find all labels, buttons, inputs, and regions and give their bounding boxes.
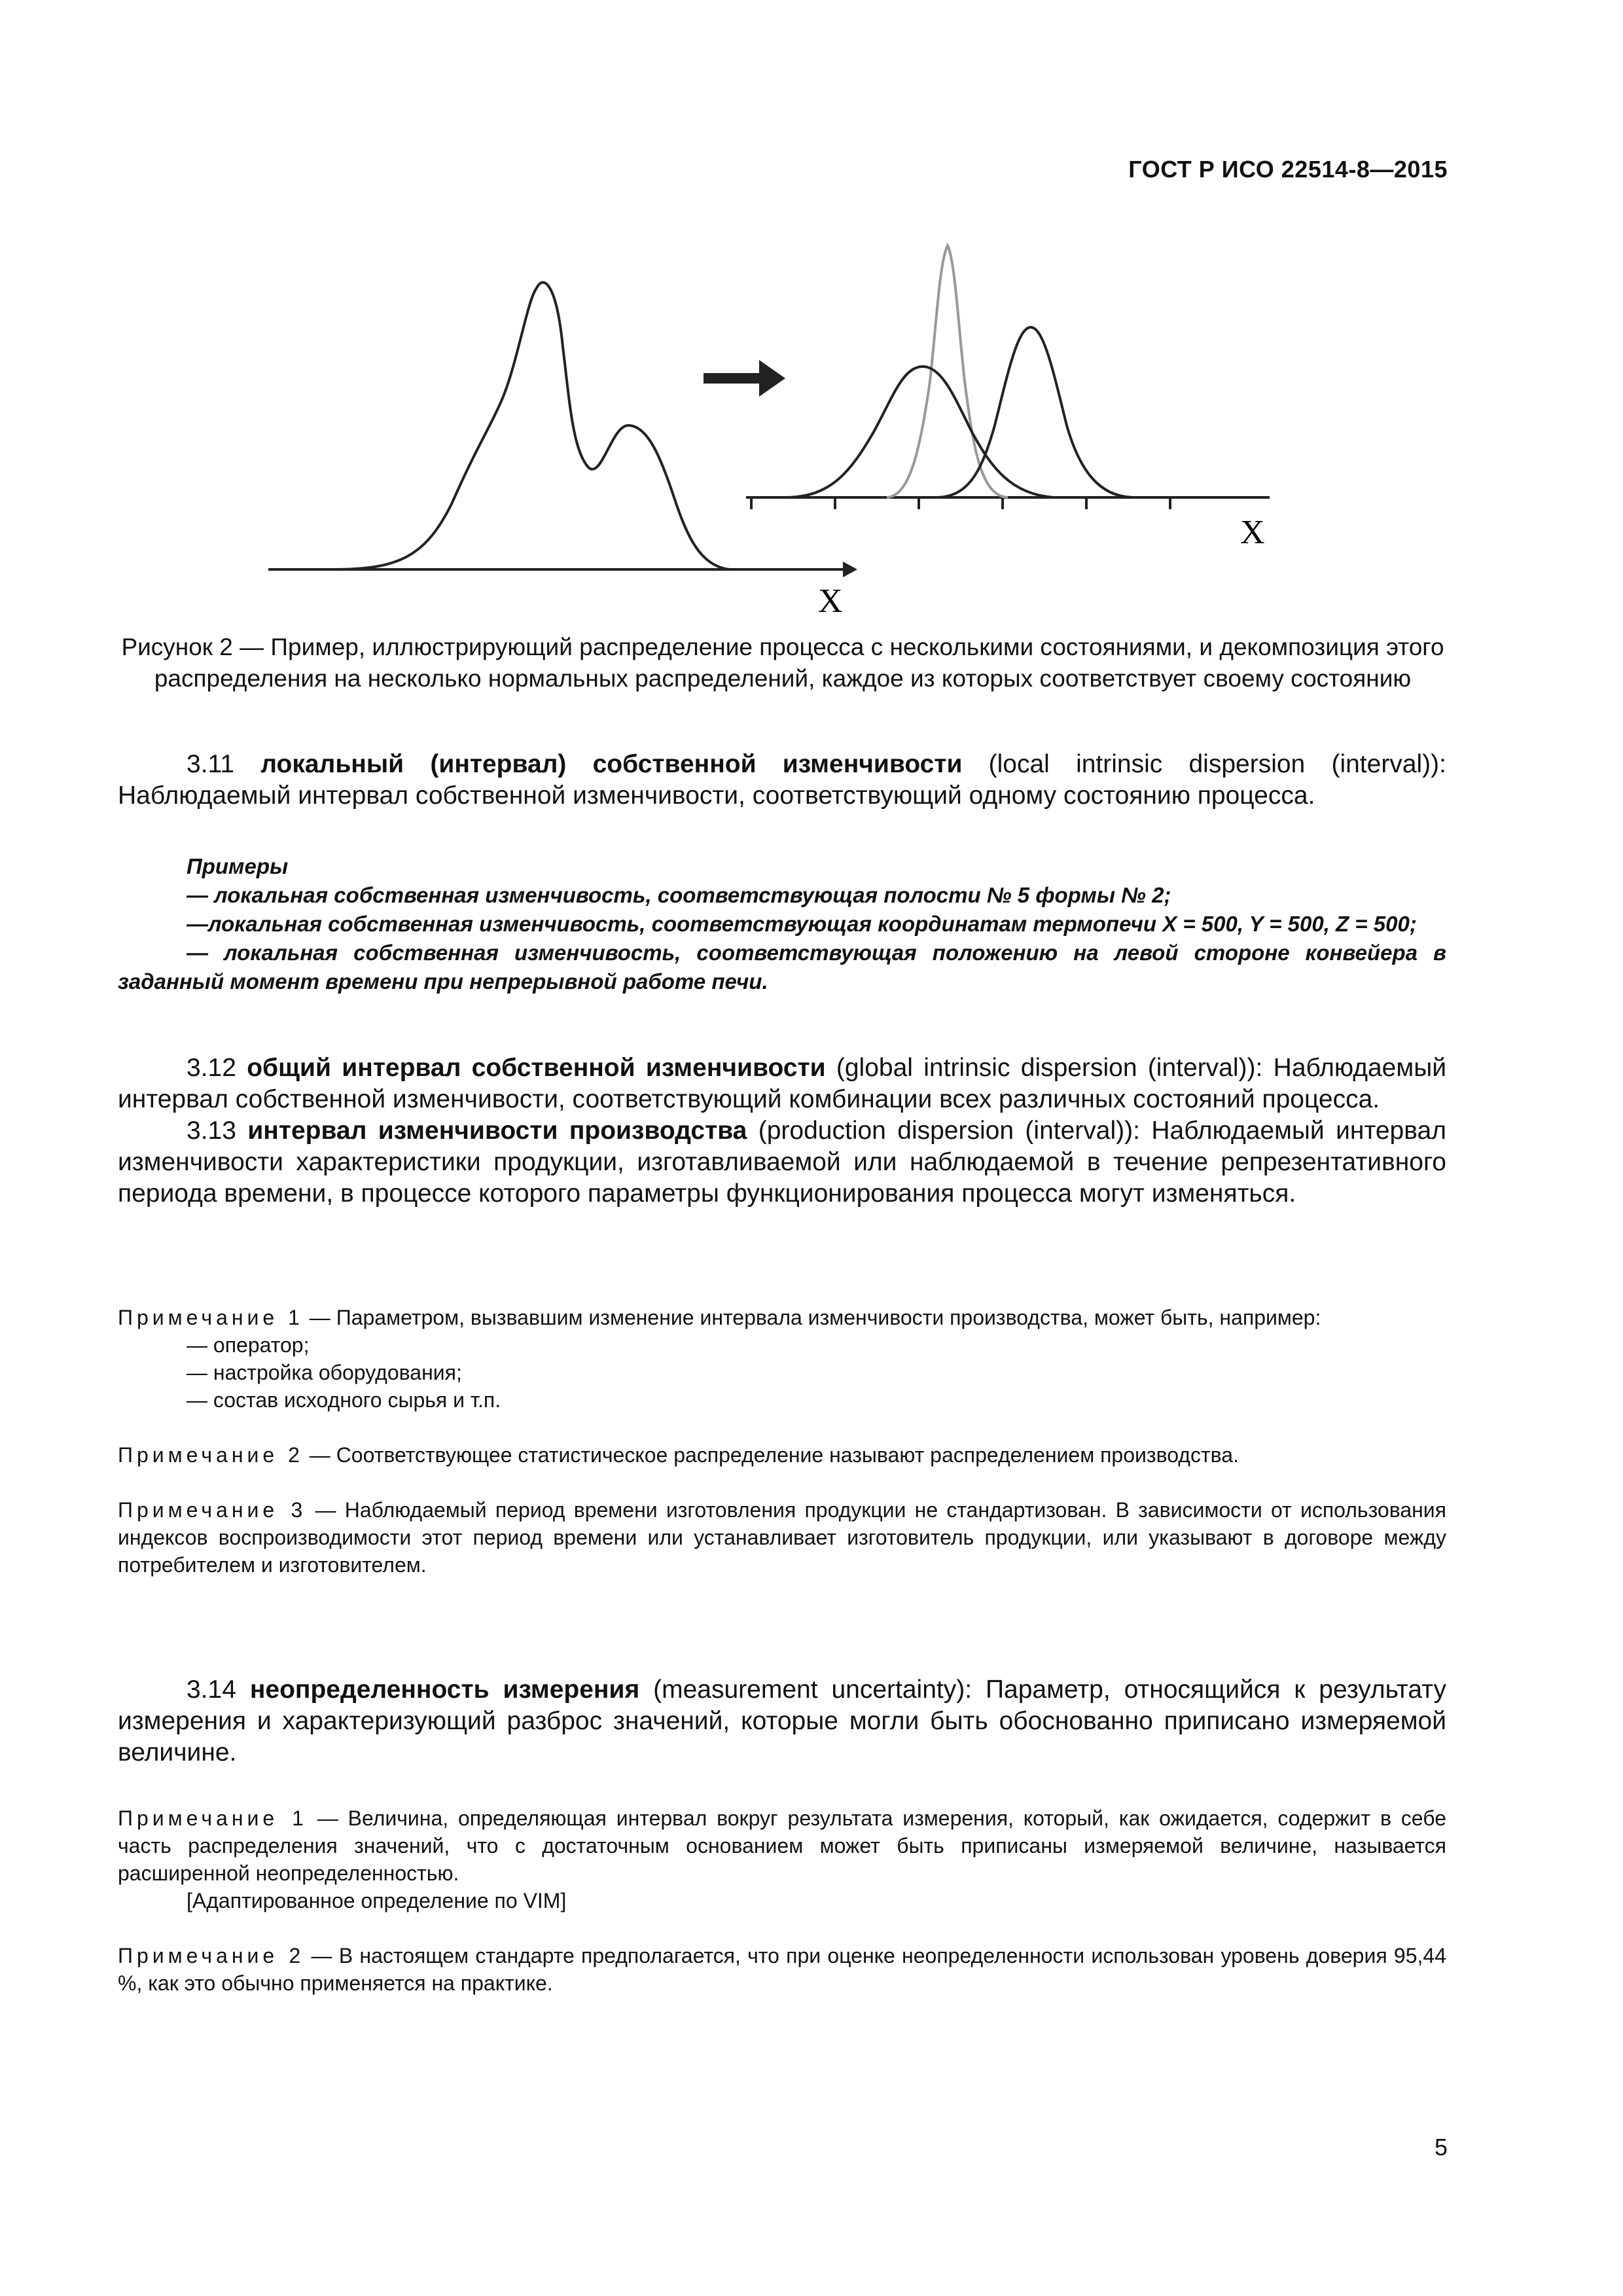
note-label: Примечание 2: [118, 1944, 305, 1967]
left-axis-arrowhead: [843, 562, 857, 577]
definition: (local intrinsic dispersion (interval)): Наблюдаемый интервал собственной изменчивости, соответствующий одному состоянию процесса.: [118, 750, 1446, 810]
term: неопределенность измерения: [249, 1676, 640, 1704]
left-axis-label: X: [818, 583, 843, 620]
example-item: —локальная собственная изменчивость, соответствующая координатам термопечи X = 500, Y = 500, Z = 500;: [187, 912, 1417, 936]
definition: (measurement uncertainty): Параметр, относящийся к результату измерения и характеризующий разброс значений, которые могли быть обоснованно приписано измеряемой величине.: [118, 1676, 1446, 1767]
normal-curve-2: [936, 327, 1132, 497]
standard-header: ГОСТ Р ИСО 22514-8—2015: [1128, 156, 1448, 183]
note-label: Примечание 2: [118, 1443, 304, 1467]
example-item: — локальная собственная изменчивость, соответствующая полости № 5 формы № 2;: [187, 883, 1171, 907]
right-axis-ticks: [751, 497, 1170, 509]
section-3-14: [118, 1674, 1446, 1768]
note-1: Примечание 1 — Величина, определяющая интервал вокруг результата измерения, который, как ожидается, содержит в себе часть распределения значений, что с достаточным основанием может быть приписаны измеряемой величине, называется расширенной неопределенностью.: [118, 1806, 1447, 1885]
note-3: Примечание 3 — Наблюдаемый период времени изготовления продукции не стандартизован. В зависимости от использования индексов воспроизводимости этот период времени или устанавливает изготовитель продукции, или указывают в договоре между потребителем и изготовителем.: [118, 1498, 1447, 1577]
examples-block: [118, 852, 1446, 996]
section-number: 3.14: [187, 1676, 236, 1704]
section-3-11: [118, 749, 1446, 812]
note-reference: [Адаптированное определение по VIM]: [187, 1889, 567, 1912]
section-number: 3.13: [187, 1117, 236, 1145]
note-label: Примечание 3: [118, 1498, 307, 1522]
normal-curve-1: [785, 367, 1054, 497]
right-axis-label: X: [1240, 514, 1265, 551]
note-list-item: — состав исходного сырья и т.п.: [187, 1388, 501, 1412]
note-1: Примечание 1 — Параметром, вызвавшим изменение интервала изменчивости производства, может быть, например:: [118, 1306, 1321, 1329]
distribution-figure: [249, 236, 1296, 628]
term: локальный (интервал) собственной изменчивости: [260, 750, 963, 778]
examples-title: Примеры: [187, 854, 289, 878]
section-3-13: [118, 1115, 1446, 1210]
note-2: Примечание 2 — В настоящем стандарте предполагается, что при оценке неопределенности использован уровень доверия 95,44 %, как это обычно применяется на практике.: [118, 1944, 1446, 1995]
section-number: 3.12: [187, 1054, 236, 1082]
page-number: 5: [1434, 2134, 1448, 2161]
figure-caption: Рисунок 2 — Пример, иллюстрирующий распределение процесса с несколькими состояниями, и декомпозиция этого распределения на несколько нормальных распределений, каждое из которых соответствует своему состоянию: [121, 634, 1444, 692]
note-label: Примечание 1: [118, 1806, 308, 1830]
multimodal-distribution-curve: [334, 283, 772, 569]
section-3-12: [118, 1052, 1446, 1210]
transform-arrow-icon: [704, 360, 785, 397]
notes-3-14: [118, 1804, 1446, 1997]
note-list-item: — оператор;: [187, 1333, 310, 1357]
term: интервал изменчивости производства: [247, 1117, 747, 1145]
example-item: — локальная собственная изменчивость, соответствующая положению на левой стороне конвейера в заданный момент времени при непрерывной работе печи.: [118, 941, 1446, 994]
notes-3-13: [118, 1304, 1446, 1579]
note-label: Примечание 1: [118, 1306, 304, 1329]
note-2: Примечание 2 — Соответствующее статистическое распределение называют распределением производства.: [118, 1443, 1239, 1467]
term: общий интервал собственной изменчивости: [247, 1054, 826, 1082]
definition: (global intrinsic dispersion (interval)): Наблюдаемый интервал собственной изменчивости, соответствующий комбинации всех различных состояний процесса.: [118, 1054, 1447, 1113]
definition: (production dispersion (interval)): Наблюдаемый интервал изменчивости характеристики продукции, изготавливаемой или наблюдаемой в течение репрезентативного периода времени, в процессе которого параметры функционирования процесса могут изменяться.: [118, 1117, 1446, 1208]
note-list-item: — настройка оборудования;: [187, 1361, 462, 1384]
section-number: 3.11: [187, 750, 235, 778]
